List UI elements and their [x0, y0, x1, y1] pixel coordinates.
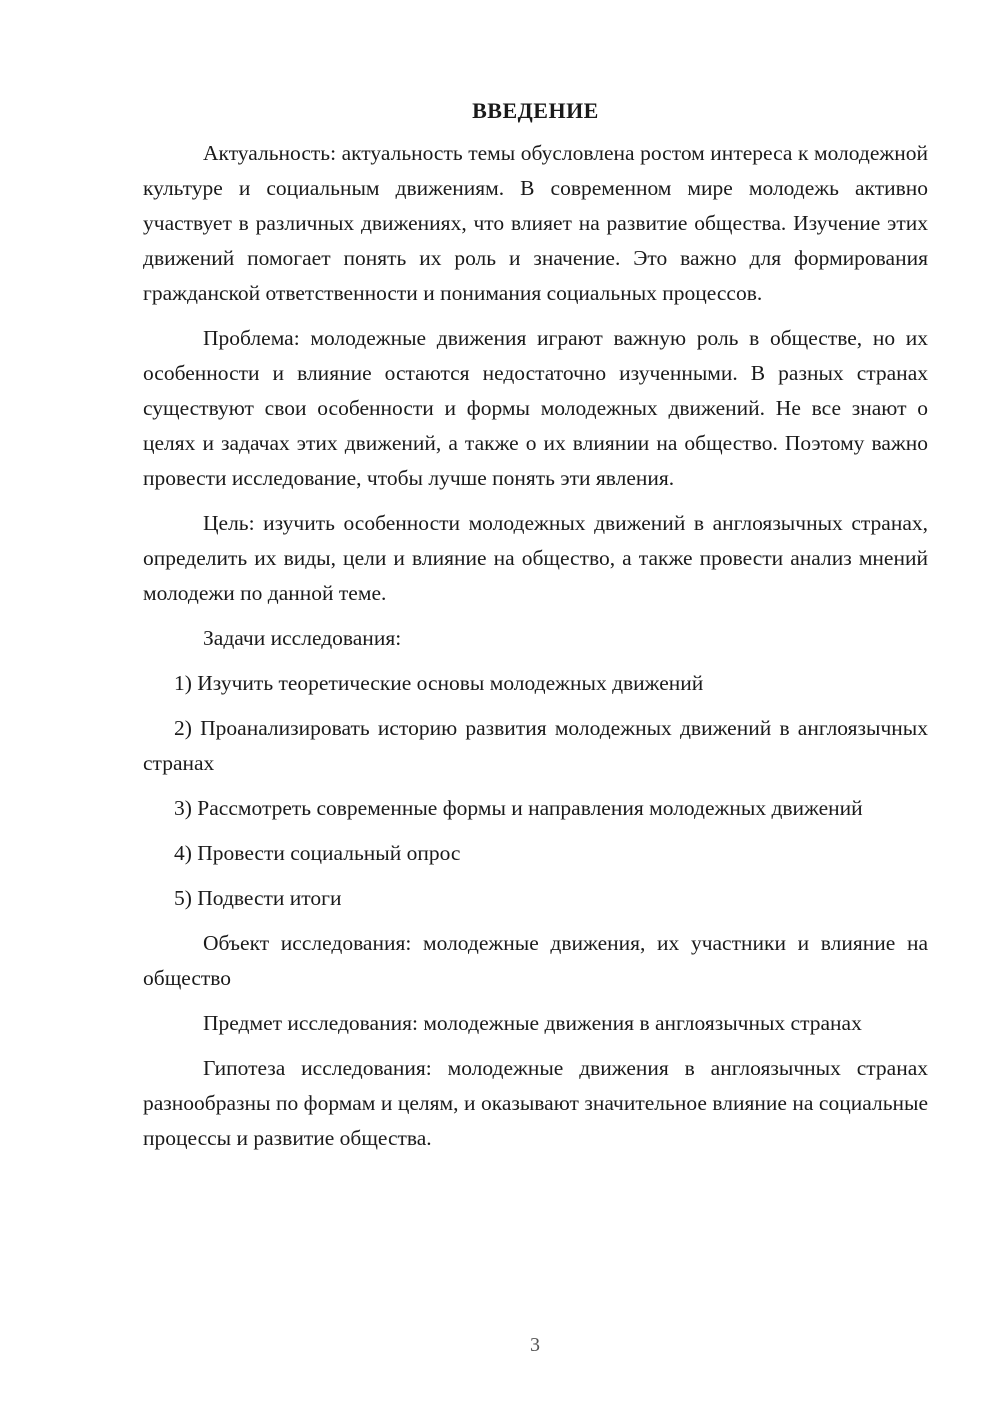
task-item-3: 3) Рассмотреть современные формы и направления молодежных движений [174, 796, 863, 820]
tasks-heading: Задачи исследования: [203, 626, 402, 650]
task-item-2: 2) Проанализировать историю развития молодежных движений в англоязычных странах [143, 716, 928, 775]
document-page [143, 96, 928, 1156]
problem-paragraph: Проблема: молодежные движения играют важную роль в обществе, но их особенности и влияние остаются недостаточно изученными. В разных странах существуют свои особенности и формы молодежных движений. Не все знают о целях и задачах этих движений, а также о их влиянии на общество. Поэтому важно провести исследование, чтобы лучше понять эти явления. [143, 326, 928, 490]
relevance-paragraph: Актуальность: актуальность темы обусловлена ростом интереса к молодежной культуре и социальным движениям. В современном мире молодежь активно участвует в различных движениях, что влияет на развитие общества. Изучение этих движений помогает понять их роль и значение. Это важно для формирования гражданской ответственности и понимания социальных процессов. [143, 141, 928, 305]
subject-paragraph: Предмет исследования: молодежные движения в англоязычных странах [203, 1011, 862, 1035]
object-paragraph: Объект исследования: молодежные движения, их участники и влияние на общество [143, 931, 928, 990]
section-title: ВВЕДЕНИЕ [472, 98, 599, 123]
task-item-4: 4) Провести социальный опрос [174, 841, 461, 865]
goal-paragraph: Цель: изучить особенности молодежных движений в англоязычных странах, определить их виды, цели и влияние на общество, а также провести анализ мнений молодежи по данной теме. [143, 511, 928, 605]
task-item-5: 5) Подвести итоги [174, 886, 342, 910]
task-item-1: 1) Изучить теоретические основы молодежных движений [174, 671, 704, 695]
page-number: 3 [530, 1334, 540, 1356]
hypothesis-paragraph: Гипотеза исследования: молодежные движения в англоязычных странах разнообразны по формам и целям, и оказывают значительное влияние на социальные процессы и развитие общества. [143, 1056, 928, 1150]
